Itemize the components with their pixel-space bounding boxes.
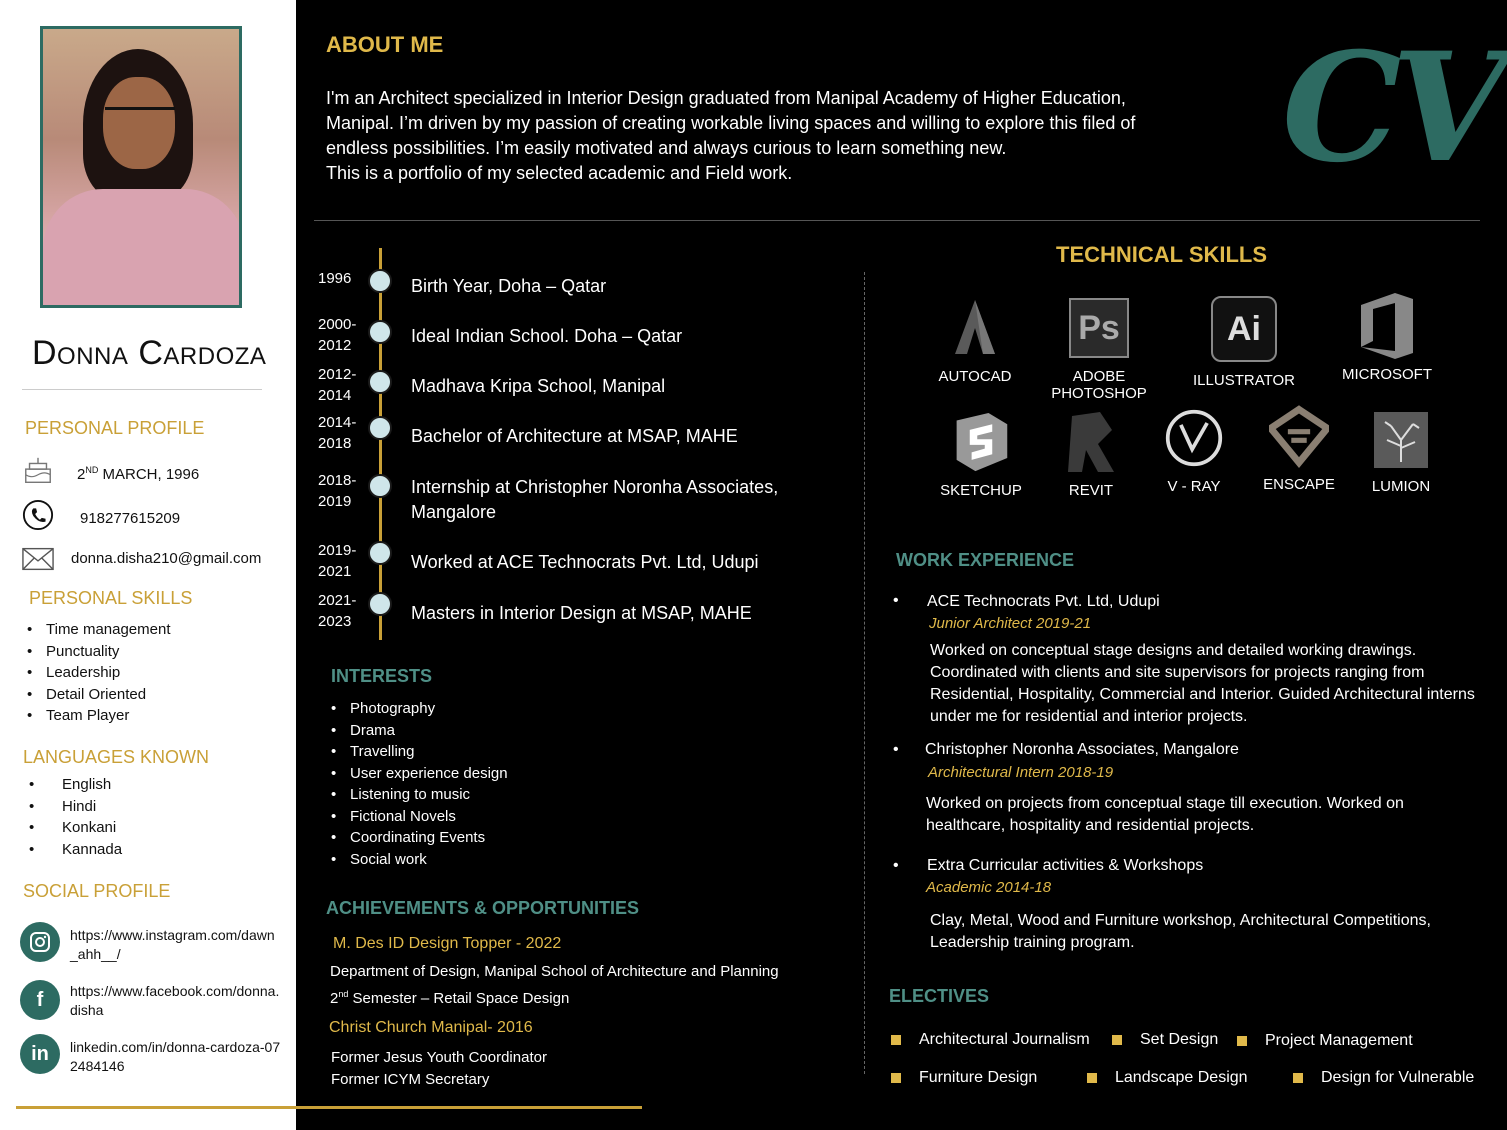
achievement-title: Christ Church Manipal- 2016 xyxy=(329,1019,533,1036)
timeline-entry xyxy=(318,540,798,580)
list-item: • Punctuality xyxy=(24,641,171,663)
list-item: • Photography xyxy=(328,698,508,720)
timeline-year: 2012- 2014 xyxy=(318,366,357,404)
about-line: Manipal. I’m driven by my passion of creating workable living spaces and willing to explore this filed of xyxy=(326,113,1136,133)
illustrator-icon: Ai xyxy=(1211,296,1277,362)
list-item: • Detail Oriented xyxy=(24,684,171,706)
skill-label: AUTOCAD xyxy=(938,368,1012,385)
office-icon xyxy=(1357,296,1417,356)
facebook-icon[interactable]: f xyxy=(20,980,60,1020)
about-text xyxy=(326,86,1216,186)
interests-title: INTERESTS xyxy=(331,666,433,686)
timeline-year: 2018- 2019 xyxy=(318,472,357,510)
timeline-entry xyxy=(318,470,798,522)
skill-photoshop xyxy=(1034,298,1164,402)
about-line: This is a portfolio of my selected academic and Field work. xyxy=(326,163,793,183)
timeline-year: 2019- 2021 xyxy=(318,542,357,580)
date-of-birth: 2ND MARCH, 1996 xyxy=(77,465,200,483)
timeline-dot xyxy=(368,541,392,565)
timeline-dot xyxy=(368,320,392,344)
elective-item: Project Management xyxy=(1237,1032,1413,1050)
timeline-dot xyxy=(368,474,392,498)
list-item: • Travelling xyxy=(328,741,508,763)
about-title: ABOUT ME xyxy=(326,32,444,57)
technical-skills-title: TECHNICAL SKILLS xyxy=(1056,242,1268,267)
timeline-text: Bachelor of Architecture at MSAP, MAHE xyxy=(411,426,738,446)
languages-title: LANGUAGES KNOWN xyxy=(23,747,210,767)
skill-label: REVIT xyxy=(1068,482,1114,499)
email-address[interactable]: donna.disha210@gmail.com xyxy=(71,550,262,567)
timeline-text: Masters in Interior Design at MSAP, MAHE xyxy=(411,603,752,623)
email-icon xyxy=(22,543,54,575)
job-role: Academic 2014-18 xyxy=(926,879,1052,896)
list-item: • Coordinating Events xyxy=(328,827,508,849)
bullet: • xyxy=(893,592,899,609)
skill-autocad xyxy=(910,298,1040,385)
footer-accent-line xyxy=(16,1106,642,1109)
timeline-entry xyxy=(318,268,798,308)
list-item: • User experience design xyxy=(328,763,508,785)
skill-label: SKETCHUP xyxy=(940,482,1022,499)
phone-icon xyxy=(22,499,54,531)
bullet: • xyxy=(893,741,899,758)
timeline-dot xyxy=(368,269,392,293)
list-item: • Kannada xyxy=(26,839,122,861)
job-role: Junior Architect 2019-21 xyxy=(929,615,1092,632)
list-item: • Konkani xyxy=(26,817,122,839)
achievements-title: ACHIEVEMENTS & OPPORTUNITIES xyxy=(326,898,640,918)
cv-logo: CV xyxy=(1282,20,1498,196)
revit-icon xyxy=(1061,412,1121,472)
timeline-dot xyxy=(368,416,392,440)
vray-icon xyxy=(1164,408,1224,468)
achievement-title: M. Des ID Design Topper - 2022 xyxy=(333,935,562,952)
about-line: endless possibilities. I’m easily motivated and always curious to learn something new. xyxy=(326,138,1007,158)
skill-lumion xyxy=(1336,412,1466,495)
timeline-text: Madhava Kripa School, Manipal xyxy=(411,376,666,396)
timeline-text: Worked at ACE Technocrats Pvt. Ltd, Udupi xyxy=(411,552,759,572)
timeline-text: Birth Year, Doha – Qatar xyxy=(411,276,607,296)
list-item: • Time management xyxy=(24,619,171,641)
person-name: Donna Cardoza xyxy=(32,334,267,372)
personal-skills-list xyxy=(24,619,171,727)
achievement-detail: Department of Design, Manipal School of Architecture and Planning 2nd Semester – Retail Space Design xyxy=(330,963,779,1007)
skill-label: LUMION xyxy=(1371,478,1431,495)
work-experience-title: WORK EXPERIENCE xyxy=(896,550,1075,570)
about-line: I'm an Architect specialized in Interior Design graduated from Manipal Academy of Higher Education, xyxy=(326,88,1126,108)
interests-list xyxy=(328,698,508,870)
linkedin-icon[interactable]: in xyxy=(20,1034,60,1074)
autocad-icon xyxy=(945,298,1005,358)
list-item: • Drama xyxy=(328,720,508,742)
divider xyxy=(314,220,1480,221)
elective-item: Set Design xyxy=(1112,1031,1218,1049)
instagram-link[interactable]: https://www.instagram.com/dawn_ahh__/ xyxy=(70,927,275,962)
electives-title: ELECTIVES xyxy=(889,986,990,1006)
photoshop-icon: Ps xyxy=(1069,298,1129,358)
divider xyxy=(22,389,262,390)
timeline-entry xyxy=(318,364,798,404)
skill-label: MICROSOFT xyxy=(1342,366,1432,383)
job-role: Architectural Intern 2018-19 xyxy=(928,764,1114,781)
achievement-detail: Former Jesus Youth Coordinator Former ICYM Secretary xyxy=(331,1049,547,1088)
skill-microsoft xyxy=(1322,296,1452,383)
timeline-dot xyxy=(368,370,392,394)
timeline-dot xyxy=(368,592,392,616)
job-description: Worked on conceptual stage designs and detailed working drawings. Coordinated with clients and site supervisors for projects ranging from Residential, Hospitality, Commercial and Interior. Guided Architectural interns under me for residential and interior projects. xyxy=(930,642,1475,725)
list-item: • Social work xyxy=(328,849,508,871)
timeline-year: 1996 xyxy=(318,270,352,287)
list-item: • Fictional Novels xyxy=(328,806,508,828)
job-company: Christopher Noronha Associates, Mangalore xyxy=(925,741,1239,758)
skill-label: ILLUSTRATOR xyxy=(1193,372,1295,389)
languages-list xyxy=(26,774,122,860)
profile-photo xyxy=(40,26,242,308)
sketchup-icon xyxy=(951,412,1011,472)
list-item: • Team Player xyxy=(24,705,171,727)
personal-profile-title: PERSONAL PROFILE xyxy=(25,418,205,438)
birthday-cake-icon xyxy=(22,455,54,487)
list-item: • Hindi xyxy=(26,796,122,818)
column-divider xyxy=(864,272,865,1074)
list-item: • Leadership xyxy=(24,662,171,684)
list-item: • Listening to music xyxy=(328,784,508,806)
skill-label: V - RAY xyxy=(1167,478,1221,495)
timeline-entry xyxy=(318,590,798,630)
bullet: • xyxy=(893,857,899,874)
personal-skills-title: PERSONAL SKILLS xyxy=(29,588,193,608)
job-description: Clay, Metal, Wood and Furniture workshop, Architectural Competitions, Leadership training program. xyxy=(930,912,1431,951)
lumion-icon xyxy=(1374,412,1428,468)
instagram-icon[interactable] xyxy=(20,922,60,962)
list-item: • English xyxy=(26,774,122,796)
job-company: ACE Technocrats Pvt. Ltd, Udupi xyxy=(927,593,1160,610)
skill-illustrator xyxy=(1179,296,1309,389)
timeline-year: 2021- 2023 xyxy=(318,592,357,630)
job-description: Worked on projects from conceptual stage till execution. Worked on healthcare, hospitality and residential projects. xyxy=(926,795,1404,834)
timeline-entry xyxy=(318,412,798,452)
skill-label: ADOBE PHOTOSHOP xyxy=(1051,368,1147,402)
elective-item: Landscape Design xyxy=(1087,1069,1248,1087)
elective-item: Furniture Design xyxy=(891,1069,1037,1087)
skill-label: ENSCAPE xyxy=(1263,476,1335,493)
timeline-year: 2014- 2018 xyxy=(318,414,357,452)
timeline-entry xyxy=(318,314,798,354)
elective-item: Architectural Journalism xyxy=(891,1031,1090,1049)
facebook-link[interactable]: https://www.facebook.com/donna.disha xyxy=(70,983,280,1018)
timeline-year: 2000- 2012 xyxy=(318,316,357,354)
elective-item: Design for Vulnerable xyxy=(1293,1069,1474,1087)
left-sidebar xyxy=(0,0,296,1130)
linkedin-link[interactable]: linkedin.com/in/donna-cardoza-072484146 xyxy=(70,1039,281,1074)
timeline-text: Internship at Christopher Noronha Associates, Mangalore xyxy=(411,477,779,522)
enscape-icon xyxy=(1269,406,1329,466)
timeline-text: Ideal Indian School. Doha – Qatar xyxy=(411,326,683,346)
social-profile-title: SOCIAL PROFILE xyxy=(23,881,171,901)
job-company: Extra Curricular activities & Workshops xyxy=(927,857,1204,874)
phone-number[interactable]: 918277615209 xyxy=(80,510,181,527)
